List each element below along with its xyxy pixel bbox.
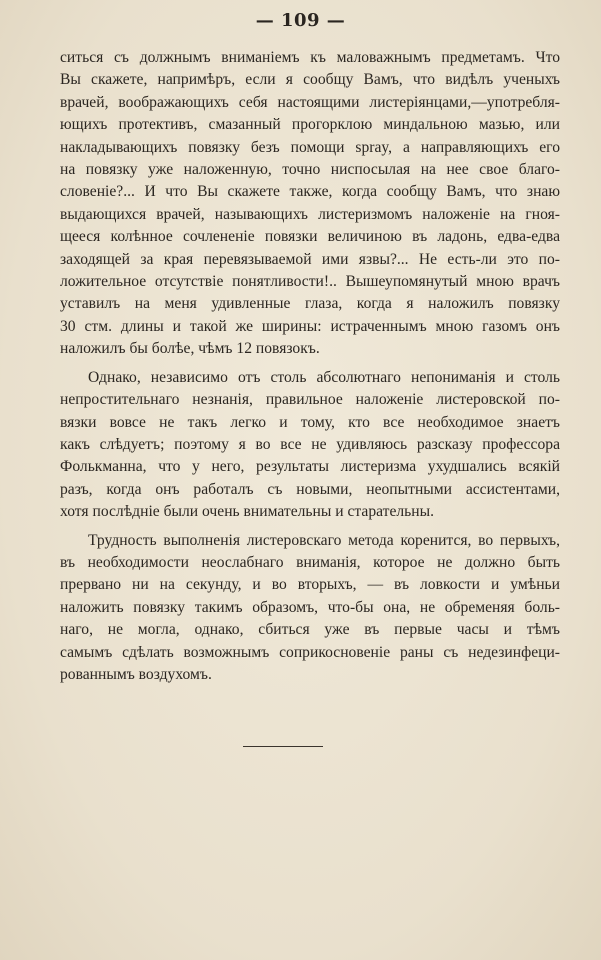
text-line: ющихъ протективъ, смазанный прогорклою миндальною мазью, или xyxy=(60,116,560,134)
section-end-rule xyxy=(243,746,323,747)
text-line: на повязку уже наложенную, точно ниспосылая на нее свое благо- xyxy=(60,161,560,179)
text-line: самымъ сдѣлать возможнымъ соприкосновеніе раны съ недезинфеци- xyxy=(60,643,560,661)
text-line: Однако, независимо отъ столь абсолютнаго непониманія и столь xyxy=(88,368,560,386)
text-line: вязки вовсе не такъ легко и тому, кто все необходимое знаетъ xyxy=(60,413,560,431)
text-line: рованнымъ воздухомъ. xyxy=(60,665,212,683)
paragraph-2 xyxy=(60,367,560,524)
text-line: выдающихся врачей, называющихъ листеризмомъ наложеніе на гноя- xyxy=(60,205,560,223)
text-line: ситься съ должнымъ вниманіемъ къ маловажнымъ предметамъ. Что xyxy=(60,49,560,66)
text-line: ложительное отсутствіе понятливости!.. Вышеупомянутый мною врачъ xyxy=(60,273,560,291)
text-line: словеніе?... И что Вы скажете также, когда сообщу Вамъ, что знаю xyxy=(60,183,560,201)
text-line: наго, не могла, однако, сбиться уже въ первые часы и тѣмъ xyxy=(60,621,560,639)
text-line: щееся колѣнное сочлененіе повязки величиною въ ладонь, едва-едва xyxy=(60,228,560,246)
paragraph-3 xyxy=(60,530,560,687)
text-line: Фолькманна, что у него, результаты листеризма ухудшались всякій xyxy=(60,458,560,476)
text-line: врачей, воображающихъ себя настоящими листеріянцами,—употребля- xyxy=(60,93,560,111)
text-line: заходящей за края перевязываемой ими язвы?... Не есть-ли это по- xyxy=(60,250,560,268)
text-line: Трудность выполненія листеровскаго метода коренится, во первыхъ, xyxy=(88,531,560,549)
text-line: какъ слѣдуетъ; поэтому я во все не удивляюсь разсказу профессора xyxy=(60,435,560,453)
page-number: — 109 — xyxy=(255,10,346,31)
body-text xyxy=(60,47,560,686)
text-line: накладывающихъ повязку безъ помощи spray, а направляющихъ его xyxy=(60,138,560,156)
paragraph-1 xyxy=(60,47,560,361)
text-line: непростительнаго незнанія, правильное наложеніе листеровской по- xyxy=(60,391,560,409)
text-line: наложилъ бы болѣе, чѣмъ 12 повязокъ. xyxy=(60,340,320,358)
text-line: Вы скажете, напримѣръ, если я сообщу Вамъ, что видѣлъ ученыхъ xyxy=(60,71,560,89)
text-line: прервано ни на секунду, и во вторыхъ, — въ ловкости и умѣньи xyxy=(60,576,560,594)
text-line: въ необходимости неослабнаго вниманія, которое не должно быть xyxy=(60,553,560,571)
text-line: 30 стм. длины и такой же ширины: истраченнымъ мною газомъ онъ xyxy=(60,317,560,335)
text-line: уставилъ на меня удивленные глаза, когда я наложилъ повязку xyxy=(60,295,560,313)
text-line: разъ, когда онъ работалъ съ новыми, неопытными ассистентами, xyxy=(60,480,560,498)
text-line: наложить повязку такимъ образомъ, что-бы она, не обременяя боль- xyxy=(60,598,560,616)
text-line: хотя послѣдніе были очень внимательны и старательны. xyxy=(60,503,434,521)
